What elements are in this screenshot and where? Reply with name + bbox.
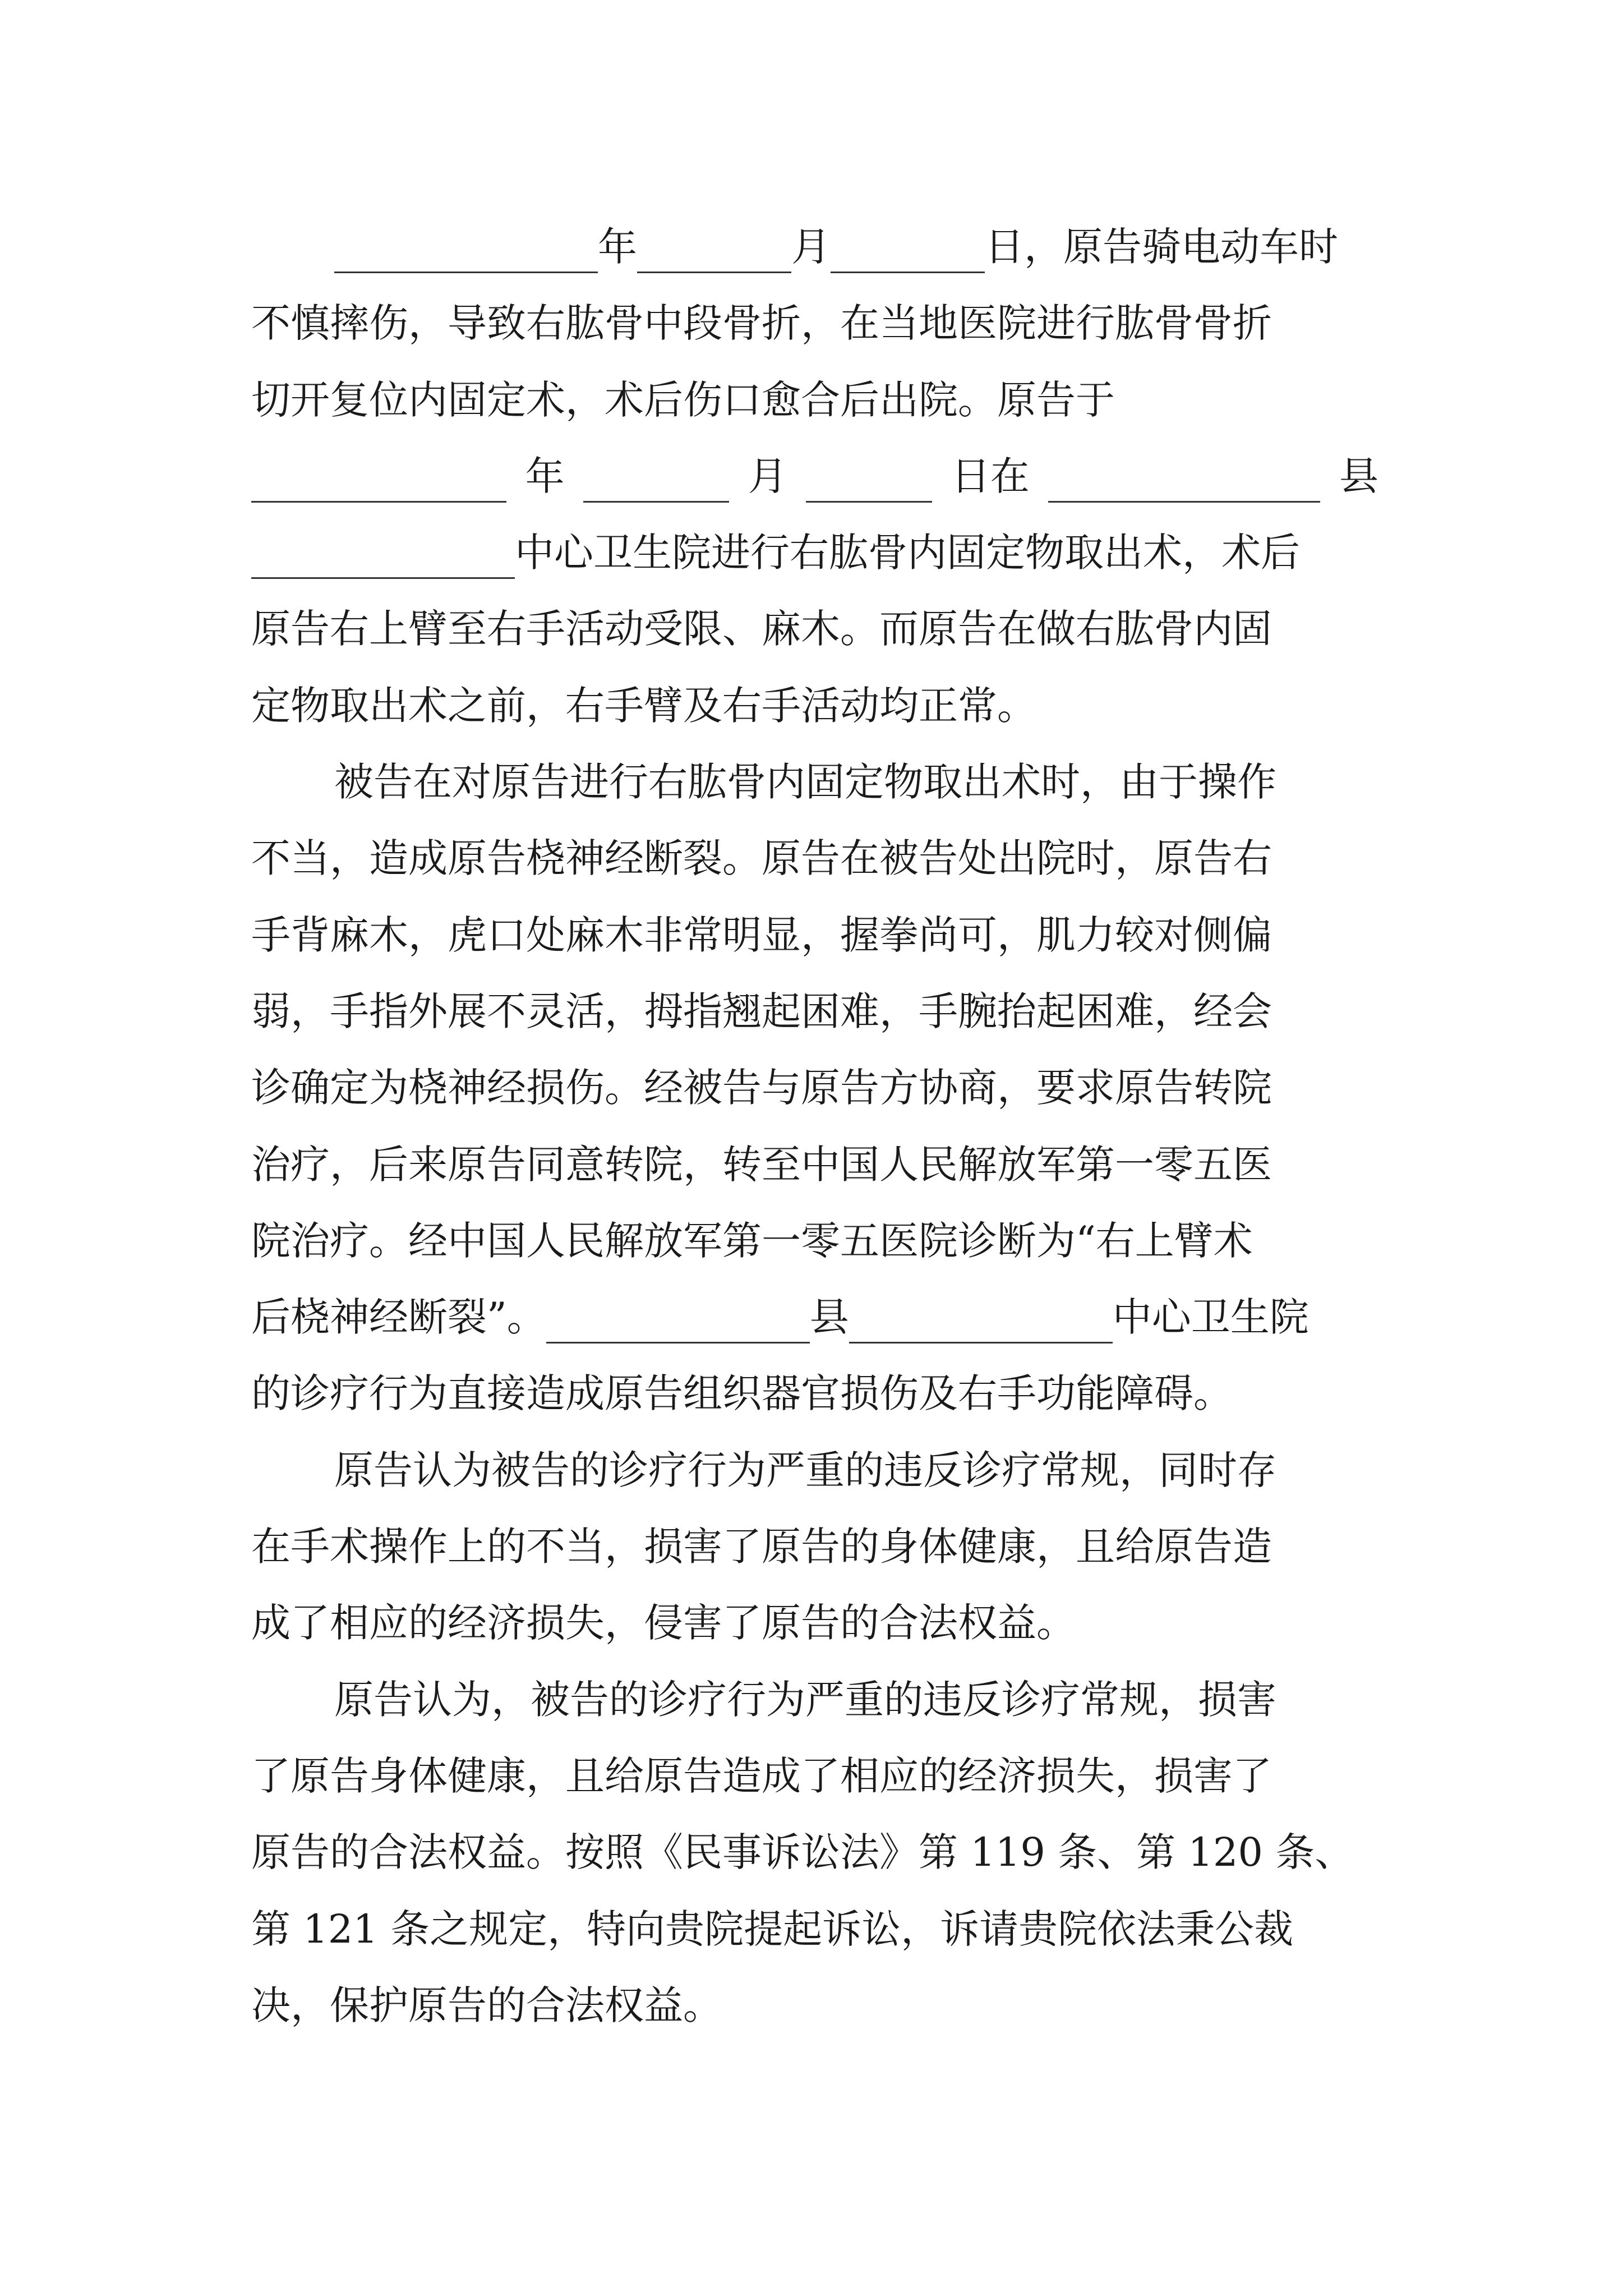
fill-in-blank: [546, 1303, 810, 1343]
text-line: [251, 1126, 1378, 1203]
text-segment: 弱，手指外展不灵活，拇指翘起困难，手腕抬起困难，经会: [251, 988, 1272, 1034]
text-segment: 被告在对原告进行右肱骨内固定物取出术时，由于操作: [334, 759, 1276, 806]
fill-in-blank: [251, 462, 506, 503]
text-line: [251, 514, 1378, 591]
text-line: [251, 1050, 1378, 1126]
text-line: [251, 1738, 1378, 1814]
fill-in-blank: [806, 462, 932, 503]
text-line: [251, 1814, 1378, 1890]
text-segment: 日在: [951, 453, 1030, 499]
text-line: [251, 1203, 1378, 1279]
fill-in-blank: [334, 232, 598, 273]
text-segment: 的诊疗行为直接造成原告组织器官损伤及右手功能障碍。: [251, 1370, 1233, 1417]
text-segment: 定物取出术之前，右手臂及右手活动均正常。: [251, 682, 1036, 729]
text-segment: 在手术操作上的不当，损害了原告的身体健康，且给原告造: [251, 1524, 1272, 1570]
paragraph: [251, 744, 1378, 1432]
text-segment: 后桡神经断裂”。: [251, 1294, 546, 1341]
text-line: [251, 820, 1378, 896]
fill-in-blank: [637, 232, 791, 273]
text-segment: 手背麻木，虎口处麻木非常明显，握拳尚可，肌力较对侧偏: [251, 912, 1272, 958]
text-segment: 成了相应的经济损失，侵害了原告的合法权益。: [251, 1600, 1076, 1646]
text-segment: 原告认为被告的诊疗行为严重的违反诊疗常规，同时存: [334, 1447, 1276, 1493]
text-line: [251, 362, 1378, 438]
text-line: [251, 973, 1378, 1050]
text-segment: 诊确定为桡神经损伤。经被告与原告方协商，要求原告转院: [251, 1065, 1272, 1111]
text-segment: 年: [598, 224, 637, 270]
text-segment: 县: [1339, 453, 1378, 499]
text-segment: 不当，造成原告桡神经断裂。原告在被告处出院时，原告右: [251, 835, 1272, 882]
fill-in-blank: [849, 1303, 1113, 1343]
text-line: [251, 438, 1378, 514]
text-segment: 院治疗。经中国人民解放军第一零五医院诊断为“右上臂术: [251, 1217, 1253, 1264]
text-segment: 县: [809, 1294, 849, 1341]
fill-in-blank: [583, 462, 729, 503]
text-line: [251, 1279, 1378, 1355]
text-segment: 原告的合法权益。按照《民事诉讼法》第 119 条、第 120 条、: [251, 1829, 1354, 1876]
text-segment: 日，原告骑电动车时: [985, 224, 1338, 270]
paragraph: [251, 209, 1378, 744]
text-line: [251, 1585, 1378, 1661]
text-line: [251, 1891, 1378, 1967]
text-segment: 原告右上臂至右手活动受限、麻木。而原告在做右肱骨内固: [251, 606, 1272, 652]
text-line: [251, 1662, 1378, 1738]
fill-in-blank: [1048, 462, 1320, 503]
text-segment: 月: [791, 224, 831, 270]
text-segment: 中心卫生院进行右肱骨内固定物取出术，术后: [515, 530, 1300, 576]
paragraph: [251, 1432, 1378, 1662]
text-segment: 中心卫生院: [1112, 1294, 1309, 1341]
text-segment: 治疗，后来原告同意转院，转至中国人民解放军第一零五医: [251, 1141, 1272, 1188]
text-segment: 决，保护原告的合法权益。: [251, 1982, 722, 2028]
text-segment: 不慎摔伤，导致右肱骨中段骨折，在当地医院进行肱骨骨折: [251, 300, 1272, 347]
paragraph: [251, 1662, 1378, 2044]
text-line: [251, 1967, 1378, 2044]
text-line: [251, 1355, 1378, 1432]
text-line: [251, 285, 1378, 361]
fill-in-blank: [831, 232, 985, 273]
text-segment: 原告认为，被告的诊疗行为严重的违反诊疗常规，损害: [334, 1676, 1276, 1723]
text-segment: 切开复位内固定术，术后伤口愈合后出院。原告于: [251, 376, 1115, 423]
text-line: [251, 668, 1378, 744]
fill-in-blank: [251, 538, 515, 579]
text-segment: 第 121 条之规定，特向贵院提起诉讼，诉请贵院依法秉公裁: [251, 1906, 1294, 1952]
text-line: [251, 1432, 1378, 1508]
text-segment: 了原告身体健康，且给原告造成了相应的经济损失，损害了: [251, 1752, 1272, 1799]
text-line: [251, 591, 1378, 667]
document-body: [251, 209, 1378, 2044]
text-line: [251, 209, 1378, 285]
text-line: [251, 744, 1378, 820]
text-line: [251, 1508, 1378, 1585]
text-segment: 年: [525, 453, 565, 499]
text-segment: 月: [748, 453, 787, 499]
text-line: [251, 897, 1378, 973]
